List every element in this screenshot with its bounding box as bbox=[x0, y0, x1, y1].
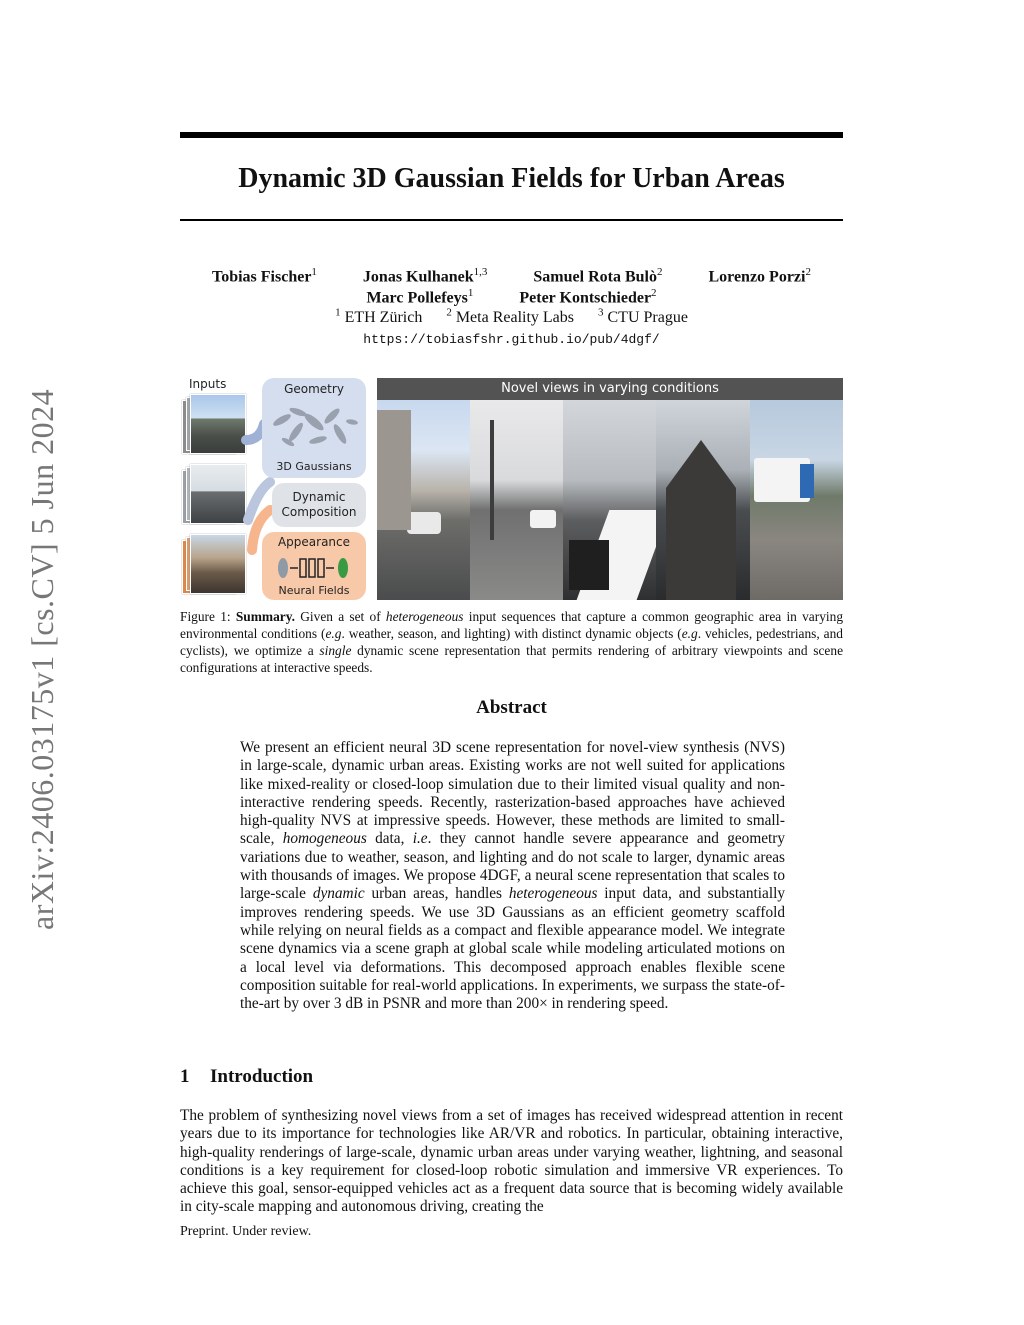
title-rule-top bbox=[180, 132, 843, 138]
novel-view-image bbox=[750, 400, 843, 600]
arxiv-stamp: arXiv:2406.03175v1 [cs.CV] 5 Jun 2024 bbox=[24, 388, 60, 930]
novel-views-banner: Novel views in varying conditions bbox=[377, 378, 843, 400]
dynamic-label: Dynamic bbox=[292, 490, 346, 504]
project-url[interactable]: https://tobiasfshr.github.io/pub/4dgf/ bbox=[363, 332, 660, 347]
author: Peter Kontschieder$^2$ bbox=[519, 287, 657, 307]
authors-row-1 bbox=[180, 266, 843, 286]
author: Jonas Kulhanek$^{1,3}$ bbox=[362, 266, 488, 286]
dynamic-composition-panel bbox=[272, 483, 366, 527]
section-heading: 1 Introduction bbox=[180, 1066, 314, 1087]
author: Samuel Rota Bulò$^2$ bbox=[533, 266, 663, 286]
paper-title: Dynamic 3D Gaussian Fields for Urban Areas bbox=[238, 163, 785, 194]
neural-field-icon bbox=[276, 556, 352, 580]
geometry-panel bbox=[262, 378, 366, 478]
authors-row-2 bbox=[180, 287, 843, 307]
figure-caption: Figure 1: Summary. Given a set of heterogeneous input sequences that capture a common geographic area in varying environmental conditions (e.g. weather, season, and lighting) with distinct dynamic objects (e.g. vehicles, pedestrians, and cyclists), we optimize a single dynamic scene representation that permits rendering of arbitrary viewpoints and scene configurations at interactive speeds. bbox=[180, 609, 844, 675]
author: Tobias Fischer$^1$ bbox=[212, 266, 317, 286]
input-sequence-stack bbox=[180, 534, 244, 600]
inputs-label: Inputs bbox=[189, 377, 227, 391]
gaussians-icon bbox=[268, 400, 360, 454]
novel-view-image bbox=[377, 400, 470, 600]
appearance-label: Appearance bbox=[277, 535, 351, 549]
author: Marc Pollefeys$^1$ bbox=[366, 287, 474, 307]
neural-fields-label: Neural Fields bbox=[278, 584, 350, 597]
input-sequence-stack bbox=[180, 394, 244, 460]
affiliation: $^2$ Meta Reality Labs bbox=[446, 307, 574, 327]
geometry-label: Geometry bbox=[284, 382, 344, 396]
appearance-panel bbox=[262, 532, 366, 600]
gaussians-label: 3D Gaussians bbox=[276, 460, 352, 473]
affiliations bbox=[180, 307, 843, 327]
title-rule-bottom bbox=[180, 219, 843, 221]
novel-view-image bbox=[563, 400, 656, 600]
affiliation: $^3$ CTU Prague bbox=[598, 307, 688, 327]
intro-text: The problem of synthesizing novel views from a set of images has received widespread attention in recent years due to its importance for technologies like AR/VR and robotics. In particular, obtaining interactive, high-quality renderings of large-scale, dynamic urban areas under varying weather, lightning, and seasonal conditions is a key requirement for closed-loop robotic simulation and immersive VR experiences. To achieve this goal, sensor-equipped vehicles act as a frequent data source that is becoming widely available in city-scale mapping and autonomous driving, creating the bbox=[180, 1107, 843, 1216]
novel-view-image bbox=[470, 400, 563, 600]
abstract-heading: Abstract bbox=[476, 697, 547, 718]
input-sequence-stack bbox=[180, 464, 244, 530]
novel-view-image bbox=[656, 400, 750, 600]
author: Lorenzo Porzi$^2$ bbox=[708, 266, 811, 286]
abstract-text: We present an efficient neural 3D scene representation for novel-view synthesis (NVS) in large-scale, dynamic urban areas. Existing works are not well suited for applications like mixed-reality or closed-loop simulation due to their limited visual quality and non-interactive rendering speeds. Recently, rasterization-based approaches have achieved high-quality NVS at impressive speeds. However, these methods are limited to small-scale, homogeneous data, i.e. they cannot handle severe appearance and geometry variations due to weather, season, and lighting and do not scale to larger, dynamic areas with thousands of images. We propose 4DGF, a neural scene representation that scales to large-scale dynamic urban areas, handles heterogeneous input data, and substantially improves rendering speeds. We use 3D Gaussians as an efficient geometry scaffold while relying on neural fields as a compact and flexible appearance model. We integrate scene dynamics via a scene graph at global scale while modeling articulated motions on a local level via deformations. This decomposed approach enables flexible scene composition suitable for real-world applications. In experiments, we surpass the state-of-the-art by over 3 dB in PSNR and more than 200× in rendering speed. bbox=[240, 739, 785, 1013]
composition-label: Composition bbox=[281, 505, 357, 519]
affiliation: $^1$ ETH Zürich bbox=[335, 307, 423, 327]
footer-note: Preprint. Under review. bbox=[180, 1224, 312, 1239]
